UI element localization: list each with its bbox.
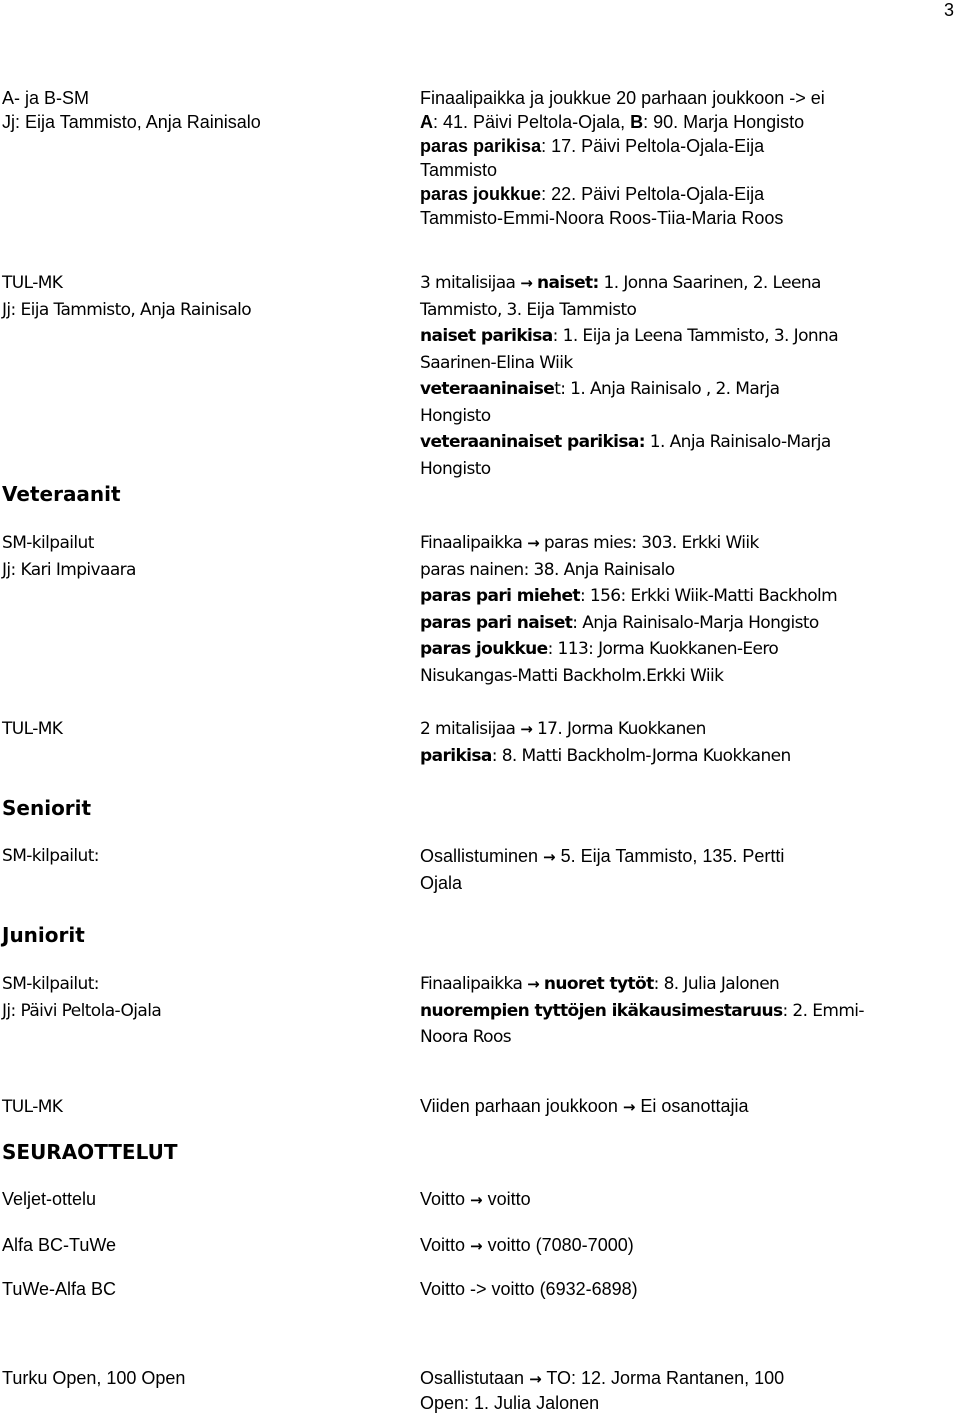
tul-mk-2-left: TUL-MK bbox=[2, 719, 63, 739]
text-run: : 2. Emmi- bbox=[782, 1000, 864, 1021]
bold-label: veteraaninaiset parikisa: bbox=[420, 432, 645, 452]
arrow-icon: → bbox=[622, 1098, 636, 1116]
heading-seniorit: Seniorit bbox=[2, 796, 92, 820]
text-run bbox=[420, 610, 900, 637]
text-run: : 1. Eija ja Leena Tammisto, 3. Jonna bbox=[552, 326, 839, 346]
text-run bbox=[420, 971, 900, 998]
arrow-icon: → bbox=[527, 534, 540, 552]
text-run: Nisukangas-Matti Backholm.Erkki Wiik bbox=[420, 665, 724, 686]
arrow-icon: → bbox=[520, 720, 533, 738]
turku-open-result bbox=[420, 1366, 900, 1415]
text-run: Osallistutaan bbox=[420, 1368, 530, 1388]
text-run: Ojala bbox=[420, 873, 463, 893]
match-result bbox=[420, 1233, 900, 1258]
text-run bbox=[420, 530, 900, 557]
bold-label: nuoret tytöt bbox=[543, 974, 654, 994]
bold-label: B bbox=[630, 112, 644, 132]
text-run: : Anja Rainisalo-Marja Hongisto bbox=[572, 612, 819, 633]
section-title: TUL-MK bbox=[2, 273, 63, 293]
bold-label: A bbox=[420, 112, 433, 132]
result-line: Finaalipaikka ja joukkue 20 parhaan joukkoon -> ei bbox=[420, 88, 825, 108]
text-run: Finaalipaikka bbox=[420, 533, 528, 553]
result-line bbox=[420, 182, 900, 206]
heading-veteraanit: Veteraanit bbox=[2, 482, 121, 506]
match-name: Alfa BC-TuWe bbox=[2, 1235, 117, 1255]
text-run: Jj: Kari Impivaara bbox=[2, 559, 136, 580]
tul-mk-3-result bbox=[420, 1094, 900, 1119]
section-title: A- ja B-SM bbox=[2, 88, 90, 108]
arrow-icon: → bbox=[470, 1237, 483, 1255]
text-run: Voitto bbox=[420, 1235, 471, 1255]
text-run: 3 mitalisijaa bbox=[420, 273, 521, 293]
juniorit-result bbox=[420, 971, 900, 1051]
turku-open-left: Turku Open, 100 Open bbox=[2, 1368, 186, 1388]
tul-mk-2-result bbox=[420, 716, 900, 769]
bold-label: veteraaninaise bbox=[420, 379, 555, 399]
text-run: SM-kilpailut: bbox=[2, 974, 99, 994]
text-run: : 8. Julia Jalonen bbox=[653, 974, 780, 994]
text-run: Tammisto, 3. Eija Tammisto bbox=[420, 299, 637, 320]
text-run: paras mies: 303. Erkki Wiik bbox=[539, 533, 759, 553]
text-run bbox=[420, 376, 900, 403]
text-run bbox=[420, 583, 900, 610]
text-run: Voitto -> voitto (6932-6898) bbox=[420, 1279, 638, 1299]
heading-seuraottelut: SEURAOTTELUT bbox=[2, 1140, 178, 1164]
bold-label: paras pari miehet bbox=[420, 586, 580, 606]
text-run bbox=[420, 743, 900, 770]
text-run: Ei osanottajia bbox=[635, 1096, 749, 1116]
bold-label: nuorempien tyttöjen ikäkausimestaruus bbox=[420, 1000, 783, 1021]
arrow-icon: → bbox=[529, 1370, 542, 1388]
text-run: Hongisto bbox=[420, 405, 491, 426]
sm-ab-left bbox=[2, 86, 397, 134]
text-run bbox=[420, 270, 900, 297]
result-line bbox=[420, 110, 900, 134]
text-run: : 17. Päivi Peltola-Ojala-Eija bbox=[541, 136, 765, 156]
text-run: voitto bbox=[482, 1189, 531, 1209]
text-run: Jj: Päivi Peltola-Ojala bbox=[2, 1000, 162, 1021]
text-run bbox=[420, 998, 900, 1025]
text-run: : 156: Erkki Wiik-Matti Backholm bbox=[579, 586, 838, 606]
text-run: 5. Eija Tammisto, 135. Pertti bbox=[555, 846, 785, 866]
text-run bbox=[420, 323, 900, 350]
text-run: 1. Anja Rainisalo-Marja bbox=[645, 432, 831, 452]
text-run: : 41. Päivi Peltola-Ojala, bbox=[433, 112, 631, 132]
heading-juniorit: Juniorit bbox=[2, 923, 85, 947]
bold-label: parikisa bbox=[420, 745, 492, 766]
result-line: Tammisto-Emmi-Noora Roos-Tiia-Maria Roos bbox=[420, 208, 784, 228]
text-run: Hongisto bbox=[420, 458, 491, 479]
text-run: Viiden parhaan joukkoon bbox=[420, 1096, 623, 1116]
arrow-icon: → bbox=[543, 848, 556, 866]
text-run: : 22. Päivi Peltola-Ojala-Eija bbox=[541, 184, 765, 204]
text-run bbox=[420, 716, 900, 743]
text-run: Osallistuminen bbox=[420, 846, 544, 866]
text-run: Noora Roos bbox=[420, 1027, 512, 1047]
text-run bbox=[420, 1094, 900, 1119]
tul-mk-1-left bbox=[2, 270, 397, 323]
text-run: SM-kilpailut bbox=[2, 533, 94, 553]
bold-label: naiset parikisa bbox=[420, 326, 553, 346]
veteraanit-left bbox=[2, 530, 397, 583]
text-run bbox=[420, 843, 900, 870]
seniorit-left: SM-kilpailut: bbox=[2, 846, 99, 866]
text-run: TO: 12. Jorma Rantanen, 100 bbox=[541, 1368, 785, 1388]
arrow-icon: → bbox=[527, 975, 540, 993]
bold-label: paras parikisa bbox=[420, 136, 542, 156]
judges: Jj: Eija Tammisto, Anja Rainisalo bbox=[2, 299, 252, 320]
result-line: Tammisto bbox=[420, 160, 498, 180]
text-run: Open: 1. Julia Jalonen bbox=[420, 1393, 600, 1413]
bold-label: paras joukkue bbox=[420, 639, 548, 659]
bold-label: paras pari naiset bbox=[420, 612, 573, 633]
text-run: Finaalipaikka bbox=[420, 974, 528, 994]
juniorit-left bbox=[2, 971, 397, 1024]
text-run bbox=[420, 429, 900, 456]
text-run bbox=[420, 636, 900, 663]
text-run: Voitto bbox=[420, 1189, 471, 1209]
page-number: 3 bbox=[943, 0, 954, 20]
text-run: : 113: Jorma Kuokkanen-Eero bbox=[547, 639, 779, 659]
arrow-icon: → bbox=[520, 274, 533, 292]
seniorit-result bbox=[420, 843, 900, 896]
text-run: 2 mitalisijaa bbox=[420, 719, 521, 739]
tul-mk-1-result bbox=[420, 270, 900, 482]
text-run: paras nainen: 38. Anja Rainisalo bbox=[420, 559, 675, 580]
text-run: t: 1. Anja Rainisalo , 2. Marja bbox=[554, 379, 780, 399]
result-line bbox=[420, 134, 900, 158]
sm-ab-result bbox=[420, 86, 900, 230]
text-run bbox=[420, 1366, 900, 1391]
bold-label: paras joukkue bbox=[420, 184, 542, 204]
judges: Jj: Eija Tammisto, Anja Rainisalo bbox=[2, 112, 261, 132]
text-run: : 90. Marja Hongisto bbox=[643, 112, 805, 132]
text-run: 1. Jonna Saarinen, 2. Leena bbox=[598, 273, 821, 293]
arrow-icon: → bbox=[470, 1191, 483, 1209]
veteraanit-result bbox=[420, 530, 900, 689]
bold-label: naiset: bbox=[536, 273, 599, 293]
text-run: : 8. Matti Backholm-Jorma Kuokkanen bbox=[491, 745, 791, 766]
text-run: Saarinen-Elina Wiik bbox=[420, 352, 573, 373]
match-result bbox=[420, 1187, 900, 1212]
match-name: Veljet-ottelu bbox=[2, 1189, 97, 1209]
text-run: 17. Jorma Kuokkanen bbox=[532, 719, 706, 739]
tul-mk-3-left: TUL-MK bbox=[2, 1097, 63, 1117]
text-run: voitto (7080-7000) bbox=[482, 1235, 634, 1255]
match-name: TuWe-Alfa BC bbox=[2, 1279, 117, 1299]
match-result bbox=[420, 1277, 900, 1301]
